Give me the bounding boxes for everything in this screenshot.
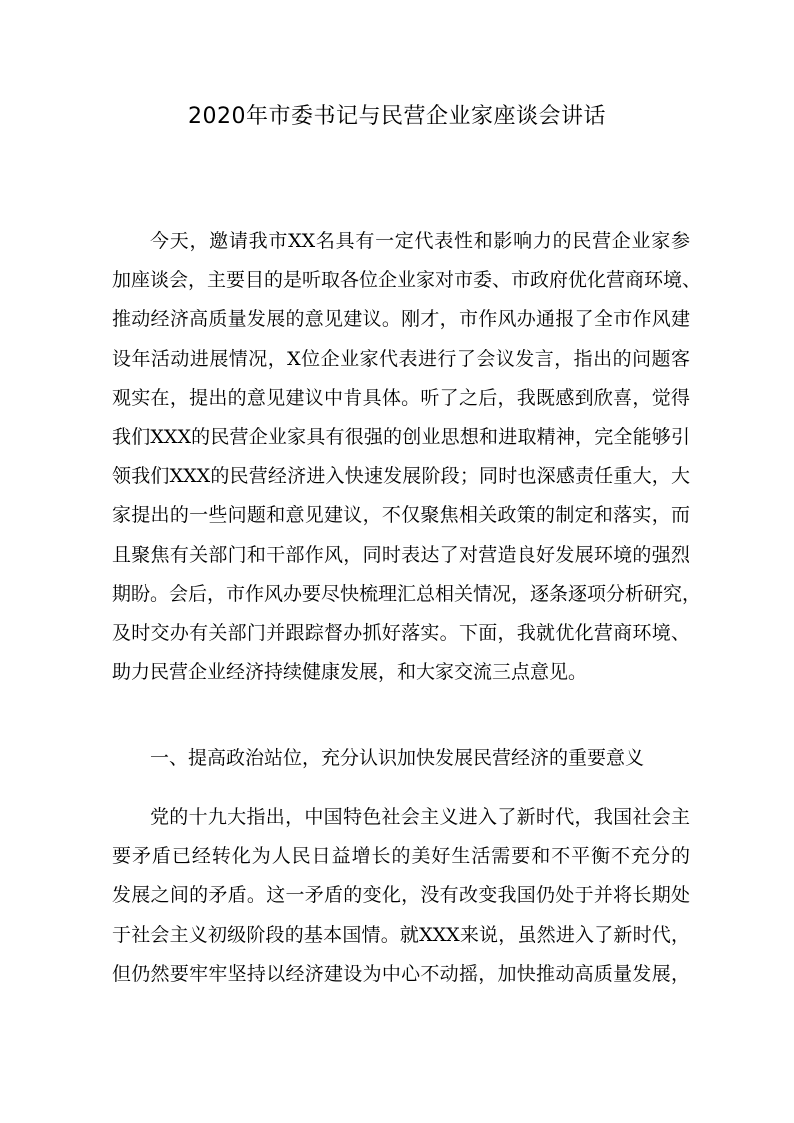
text-line: 期盼。会后，市作风办要尽快梳理汇总相关情况，逐条逐项分析研究， [112, 582, 702, 605]
text-line: 加座谈会，主要目的是听取各位企业家对市委、市政府优化营商环境、 [112, 269, 702, 292]
text-line: 且聚焦有关部门和干部作风，同时表达了对营造良好发展环境的强烈 [112, 543, 690, 566]
paragraph-intro [112, 222, 702, 692]
text-line: 今天，邀请我市XX名具有一定代表性和影响力的民营企业家参 [150, 230, 690, 252]
text-line: 助力民营企业经济持续健康发展，和大家交流三点意见。 [112, 661, 588, 684]
text-line: 观实在，提出的意见建议中肯具体。听了之后，我既感到欣喜，觉得 [112, 386, 690, 409]
text-line: 但仍然要牢牢坚持以经济建设为中心不动摇，加快推动高质量发展， [112, 962, 690, 985]
text-line: 领我们XXX的民营经济进入快速发展阶段；同时也深感责任重大，大 [112, 465, 690, 488]
text-line: 推动经济高质量发展的意见建议。刚才，市作风办通报了全市作风建 [112, 308, 690, 331]
text-line: 我们XXX的民营企业家具有很强的创业思想和进取精神，完全能够引 [112, 425, 690, 448]
text-line: 发展之间的矛盾。这一矛盾的变化，没有改变我国仍处于并将长期处 [112, 884, 690, 907]
text-line: 党的十九大指出，中国特色社会主义进入了新时代，我国社会主 [150, 806, 690, 828]
text-line: 要矛盾已经转化为人民日益增长的美好生活需要和不平衡不充分的 [112, 845, 690, 868]
section-heading-1: 一、提高政治站位，充分认识加快发展民营经济的重要意义 [150, 747, 645, 769]
text-line: 家提出的一些问题和意见建议，不仅聚焦相关政策的制定和落实，而 [112, 504, 690, 527]
text-line: 设年活动进展情况，X位企业家代表进行了会议发言，指出的问题客 [112, 347, 690, 370]
text-line: 于社会主义初级阶段的基本国情。就XXX来说，虽然进入了新时代， [112, 923, 690, 946]
document-title: 2020年市委书记与民营企业家座谈会讲话 [188, 104, 606, 129]
text-line: 及时交办有关部门并跟踪督办抓好落实。下面，我就优化营商环境、 [112, 621, 690, 644]
paragraph-section-1 [112, 798, 690, 994]
